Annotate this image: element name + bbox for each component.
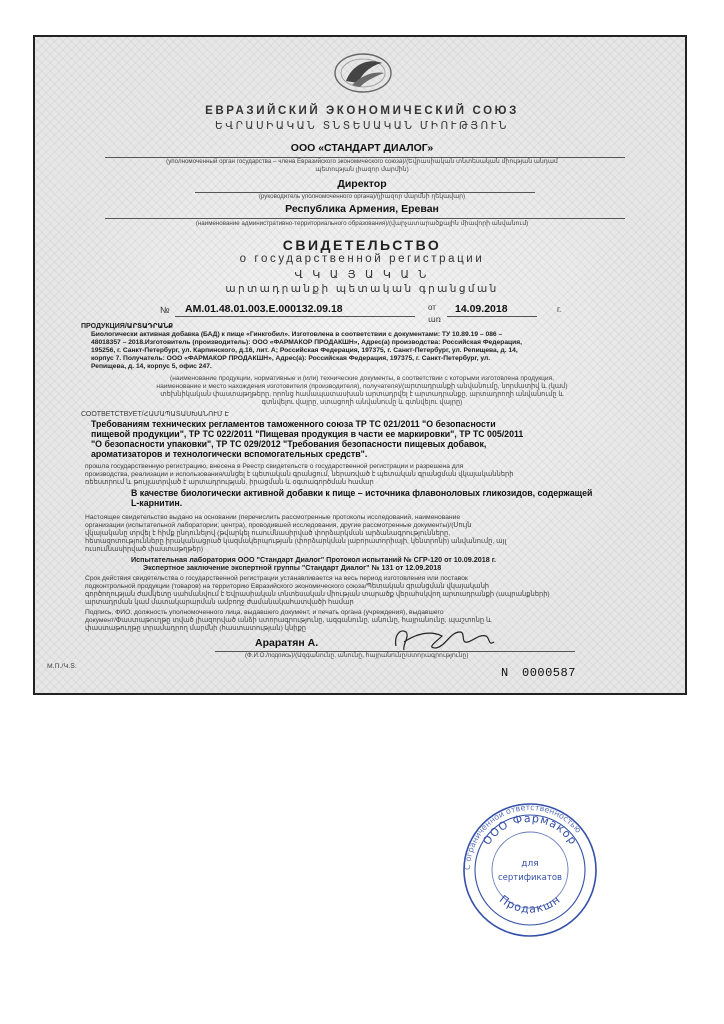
product-line: 195256, г. Санкт-Петербург, ул. Карпинского, д.16, лит. А; Российская Федерация, 197375, г. Санкт-Петербург, ул. Репищева, д. 14, [91, 347, 518, 354]
registration-date: 14.09.2018 [455, 303, 508, 315]
divider [447, 316, 537, 317]
validity-line: գործողության ժամկետը սահմանվում է Եվրասիական տնտեսական միության տարածք վերահսկվող արտադրանքի (ապրանքների) [85, 591, 550, 598]
signature-instruction: документ/Փաստաթուղթը տված լիազորված անձի ստորագրությունը, ազգանունը, անունը, հայրանունը, պաշտոնը և [85, 617, 492, 624]
protocol-line: Экспертное заключение экспертной группы "Стандарт Диалог" № 131 от 12.09.2018 [143, 563, 442, 572]
compliance-line: пищевой продукции", ТР ТС 022/2011 "Пищевая продукция в части ее маркировки", ТР ТС 005/2011 [91, 429, 524, 439]
product-line: 48018357 – 2018.Изготовитель (производитель): ООО «ФАРМАКОР ПРОДАКШН», Адрес(а) производства: Российская Федерация, [91, 339, 523, 346]
divider [175, 316, 415, 317]
product-caption: наименование и место нахождения изготовителя (производителя), получателя)/(արտադրանքի անվանումը, նորմատիվ և (կամ) [156, 383, 568, 390]
product-caption: տեխնիկական փաստաթղթերը, որոնց համապատասխան արտադրվել է արտադրանքը, արտադրողի անվանումը և [160, 391, 564, 398]
authority-org-caption: պետության լիազոր մարմին) [315, 166, 409, 173]
purpose-line: L-карнитин. [131, 498, 183, 508]
union-name-am: ԵՎՐԱՍԻԱԿԱՆ ՏՆՏԵՍԱԿԱՆ ՄԻՈՒԹՅՈՒՆ [215, 120, 509, 132]
registration-year-suffix: г. [557, 305, 562, 314]
authority-org: ООО «СТАНДАРТ ДИАЛОГ» [290, 142, 434, 154]
product-line: корпус 7. Получатель: ООО «ФАРМАКОР ПРОДАКШН», Адрес(а): Российская Федерация, 197375, г. Санкт-Петербург, ул. [91, 355, 491, 362]
product-caption: (наименование продукции, нормативные и (или) технические документы, в соответствии с которыми изготовлена продукция, [170, 375, 554, 382]
stamp-center-line: сертификатов [497, 873, 563, 883]
product-label: ПРОДУКЦИЯ/ԱՐՏԱԴՐԱՆՔ [81, 323, 174, 330]
registration-text-line: ռեեստրում և թույլատրված է արտադրության, իրացման և օգտագործման համար [85, 479, 374, 486]
registration-from-am: առ [428, 315, 441, 324]
signatory-name: Араратян А. [255, 637, 319, 649]
signature-caption: (Ф.И.О./подпись)/(Ազգանունը, անունը, հայրանունը/ստորագրությունը) [245, 652, 469, 659]
compliance-line: Требованиям технических регламентов таможенного союза ТР ТС 021/2011 "О безопасности [91, 419, 496, 429]
validity-line: Срок действия свидетельства о государственной регистрации устанавливается на весь период изготовления или поставок [85, 575, 468, 582]
registration-text-line: прошла государственную регистрацию, внесена в Реестр свидетельств о государственной регистрации и разрешена для [85, 463, 464, 470]
document-title: СВИДЕТЕЛЬСТВО [282, 237, 442, 253]
product-line: Репищева, д. 14, корпус 5, офис 247. [91, 363, 212, 370]
basis-line: Настоящее свидетельство выдано на основании (перечислить рассмотренные протоколы исследований, наименование [85, 514, 461, 521]
authority-position-caption: (руководитель уполномоченного органа)/(լիազոր մարմնի ղեկավար) [258, 193, 466, 200]
basis-line: ուսումնասիրված փաստաթղթեր) [85, 546, 204, 553]
document-subtitle: о государственной регистрации [239, 253, 485, 265]
registration-from-ru: от [428, 303, 436, 312]
stamp-center-line: для [521, 859, 539, 869]
purpose-line: В качестве биологически активной добавки к пище – источника флавоноловых гликозидов, содержащей [131, 488, 593, 498]
serial-prefix: N [501, 666, 509, 680]
stamp-outer-text: С ограниченной ответственностью [462, 802, 583, 871]
document-title-am: Վ Կ Ա Յ Ա Կ Ա Ն [294, 269, 430, 281]
eaeu-emblem-icon [332, 51, 394, 95]
product-line: Биологически активная добавка (БАД) к пище «Гинкгобил». Изготовлена в соответствии с документами: ТУ 10.89.19 – 086 – [91, 331, 503, 338]
certificate-frame [33, 35, 687, 695]
stamp-bottom-text: Продакшн [496, 892, 564, 916]
handwritten-signature [390, 622, 500, 654]
authority-position: Директор [337, 178, 387, 190]
basis-line: վկայականը տրվել է հիմք ընդունելով (թվարկել ուսումնասիրված փորձարկման արձանագրությունները, [85, 530, 451, 537]
signature-instruction: Подпись, ФИО, должность уполномоченного лица, выдавшего документ, и печать органа (учреждения), выдавшего [85, 609, 444, 616]
authority-org-caption: (уполномоченный орган государства – члена Евразийского экономического союза)/(Եվրասիական տնտեսական միության անդամ [166, 158, 558, 165]
basis-line: организации (испытательной лаборатории; центра), проводившей исследования, другие рассмотренные документы)/(Սույն [85, 522, 472, 529]
validity-line: подконтрольной продукции (товаров) на территорию Евразийского экономического союза/Պետական գրանցման վկայականի [85, 583, 490, 590]
signature-instruction: փաստաթուղթը տրամադրող մարմնի (հաստատության) կնիքը [85, 625, 306, 632]
authority-location: Республика Армения, Ереван [285, 203, 439, 215]
protocol-line: Испытательная лаборатория ООО "Стандарт Диалог" Протокол испытаний № СГР-120 от 10.09.2018 г. [131, 555, 497, 564]
authority-location-caption: (наименование административно-территориального образования)/(վարչատարածքային միավորի անվանում) [195, 220, 529, 227]
stamp-top-text: ООО Фармакор [480, 811, 580, 848]
serial-number: 0000587 [522, 666, 576, 680]
company-stamp [460, 800, 600, 940]
union-name-ru: ЕВРАЗИЙСКИЙ ЭКОНОМИЧЕСКИЙ СОЮЗ [205, 105, 519, 117]
divider [105, 218, 625, 219]
validity-line: արտադրման կամ մատակարարման ամբողջ ժամանակահատվածի համար [85, 599, 354, 606]
compliance-line: "О безопасности упаковки", ТР ТС 029/2012 "Требования безопасности пищевых добавок, [91, 439, 487, 449]
seal-place-mark: М.П./Կ.Տ. [47, 663, 77, 670]
basis-line: հետազոտությունները իրականացրած կազմակերպության (փորձարկման լաբորատորիայի, կենտրոնի) անվանումը, այլ [85, 538, 507, 545]
svg-text:Продакшн [497, 893, 563, 916]
compliance-line: ароматизаторов и технологически вспомогательных средств". [91, 449, 368, 459]
document-subtitle-am: արտադրանքի պետական գրանցման [225, 283, 499, 295]
registration-number: AM.01.48.01.003.E.000132.09.18 [185, 303, 343, 315]
compliance-label: СООТВЕТСТВУЕТ/ՀԱՄԱՊԱՏԱՍԽԱՆՈՒՄ Է [81, 411, 229, 418]
registration-no-label: № [160, 305, 170, 315]
registration-text-line: производства, реализации и использования/անցել է պետական գրանցում, ներառված է պետական գրանցման վկայականների [85, 471, 514, 478]
product-caption: գտնվելու վայրը, ստացողի անվանումը և գտնվելու վայրը) [261, 399, 463, 406]
